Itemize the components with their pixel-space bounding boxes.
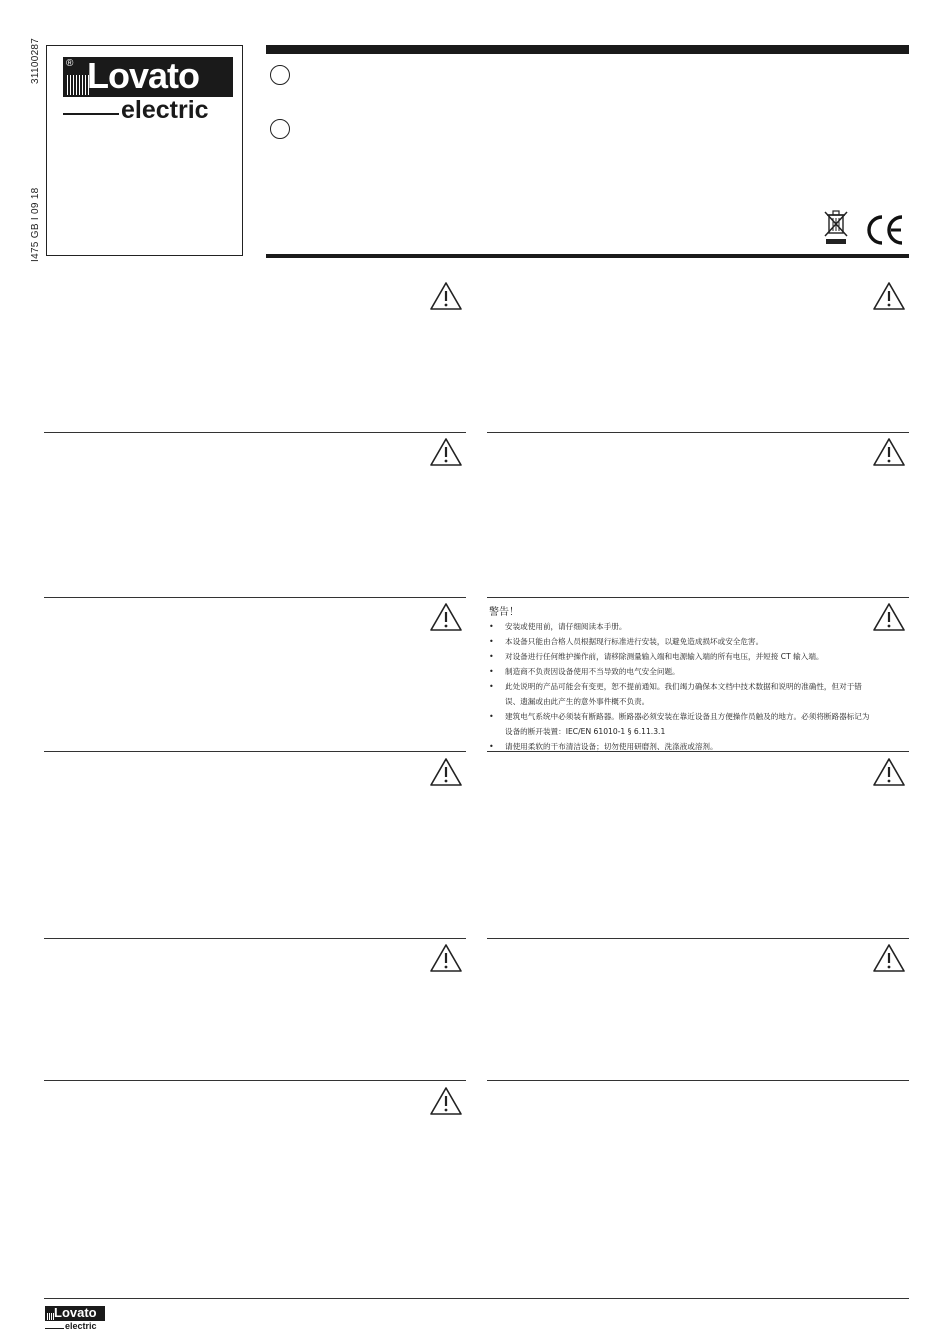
warning-triangle-icon	[429, 602, 463, 632]
warning-triangle-icon	[872, 602, 906, 632]
warning-triangle-icon	[429, 943, 463, 973]
divider-left-1	[44, 432, 466, 433]
warning-item: • 建筑电气系统中必须装有断路器。断路器必须安装在靠近设备且方便操作员触及的地方。必须将断路器标记为设备的断开装置：IEC/EN 61010-1 § 6.11.3.1	[489, 712, 870, 736]
warning-title: 警告！	[489, 607, 519, 618]
divider-right-2	[487, 597, 909, 598]
language-marker-2	[270, 119, 290, 139]
warning-triangle-icon	[872, 437, 906, 467]
warning-triangle-icon	[872, 943, 906, 973]
divider-right-4	[487, 938, 909, 939]
warning-item: • 对设备进行任何维护操作前，请移除测量输入端和电源输入端的所有电压，并短接 CT 输入端。	[489, 652, 824, 661]
warning-triangle-icon	[872, 757, 906, 787]
header-top-bar	[266, 45, 909, 54]
divider-left-3	[44, 751, 466, 752]
divider-right-1	[487, 432, 909, 433]
divider-right-5	[487, 1080, 909, 1081]
warning-triangle-icon	[872, 281, 906, 311]
warning-list	[489, 619, 874, 754]
header-bottom-bar	[266, 254, 909, 258]
language-marker-1	[270, 65, 290, 85]
warning-triangle-icon	[429, 1086, 463, 1116]
document-code-bottom: I475 GB I 09 18	[30, 187, 41, 262]
footer-line	[44, 1298, 909, 1299]
registered-mark: ®	[66, 58, 74, 69]
warning-triangle-icon	[429, 757, 463, 787]
divider-left-4	[44, 938, 466, 939]
divider-left-5	[44, 1080, 466, 1081]
footer-brand-sub: electric	[65, 1321, 97, 1331]
warning-item: • 本设备只能由合格人员根据现行标准进行安装，以避免造成损坏或安全危害。	[489, 637, 764, 646]
divider-left-2	[44, 597, 466, 598]
ce-mark-icon	[864, 214, 906, 246]
logo-box	[46, 45, 243, 256]
weee-bin-icon	[822, 209, 850, 247]
brand-sub: electric	[121, 96, 209, 124]
warning-triangle-icon	[429, 437, 463, 467]
warning-item: • 安装或使用前，请仔细阅读本手册。	[489, 622, 627, 631]
footer-brand-name: Lovato	[54, 1305, 97, 1320]
warning-item: • 此处说明的产品可能会有变更，恕不提前通知。我们竭力确保本文档中技术数据和说明的准确性，但对于错误、遗漏或由此产生的意外事件概不负责。	[489, 682, 862, 706]
warning-item: • 请使用柔软的干布清洁设备；切勿使用研磨剂、洗涤液或溶剂。	[489, 742, 718, 751]
document-code-top: 31100287	[30, 37, 41, 84]
footer-logo	[45, 1306, 105, 1332]
warning-item: • 制造商不负责因设备使用不当导致的电气安全问题。	[489, 667, 680, 676]
warning-triangle-icon	[429, 281, 463, 311]
brand-name: Lovato	[87, 55, 200, 96]
brand-logo	[63, 57, 233, 123]
